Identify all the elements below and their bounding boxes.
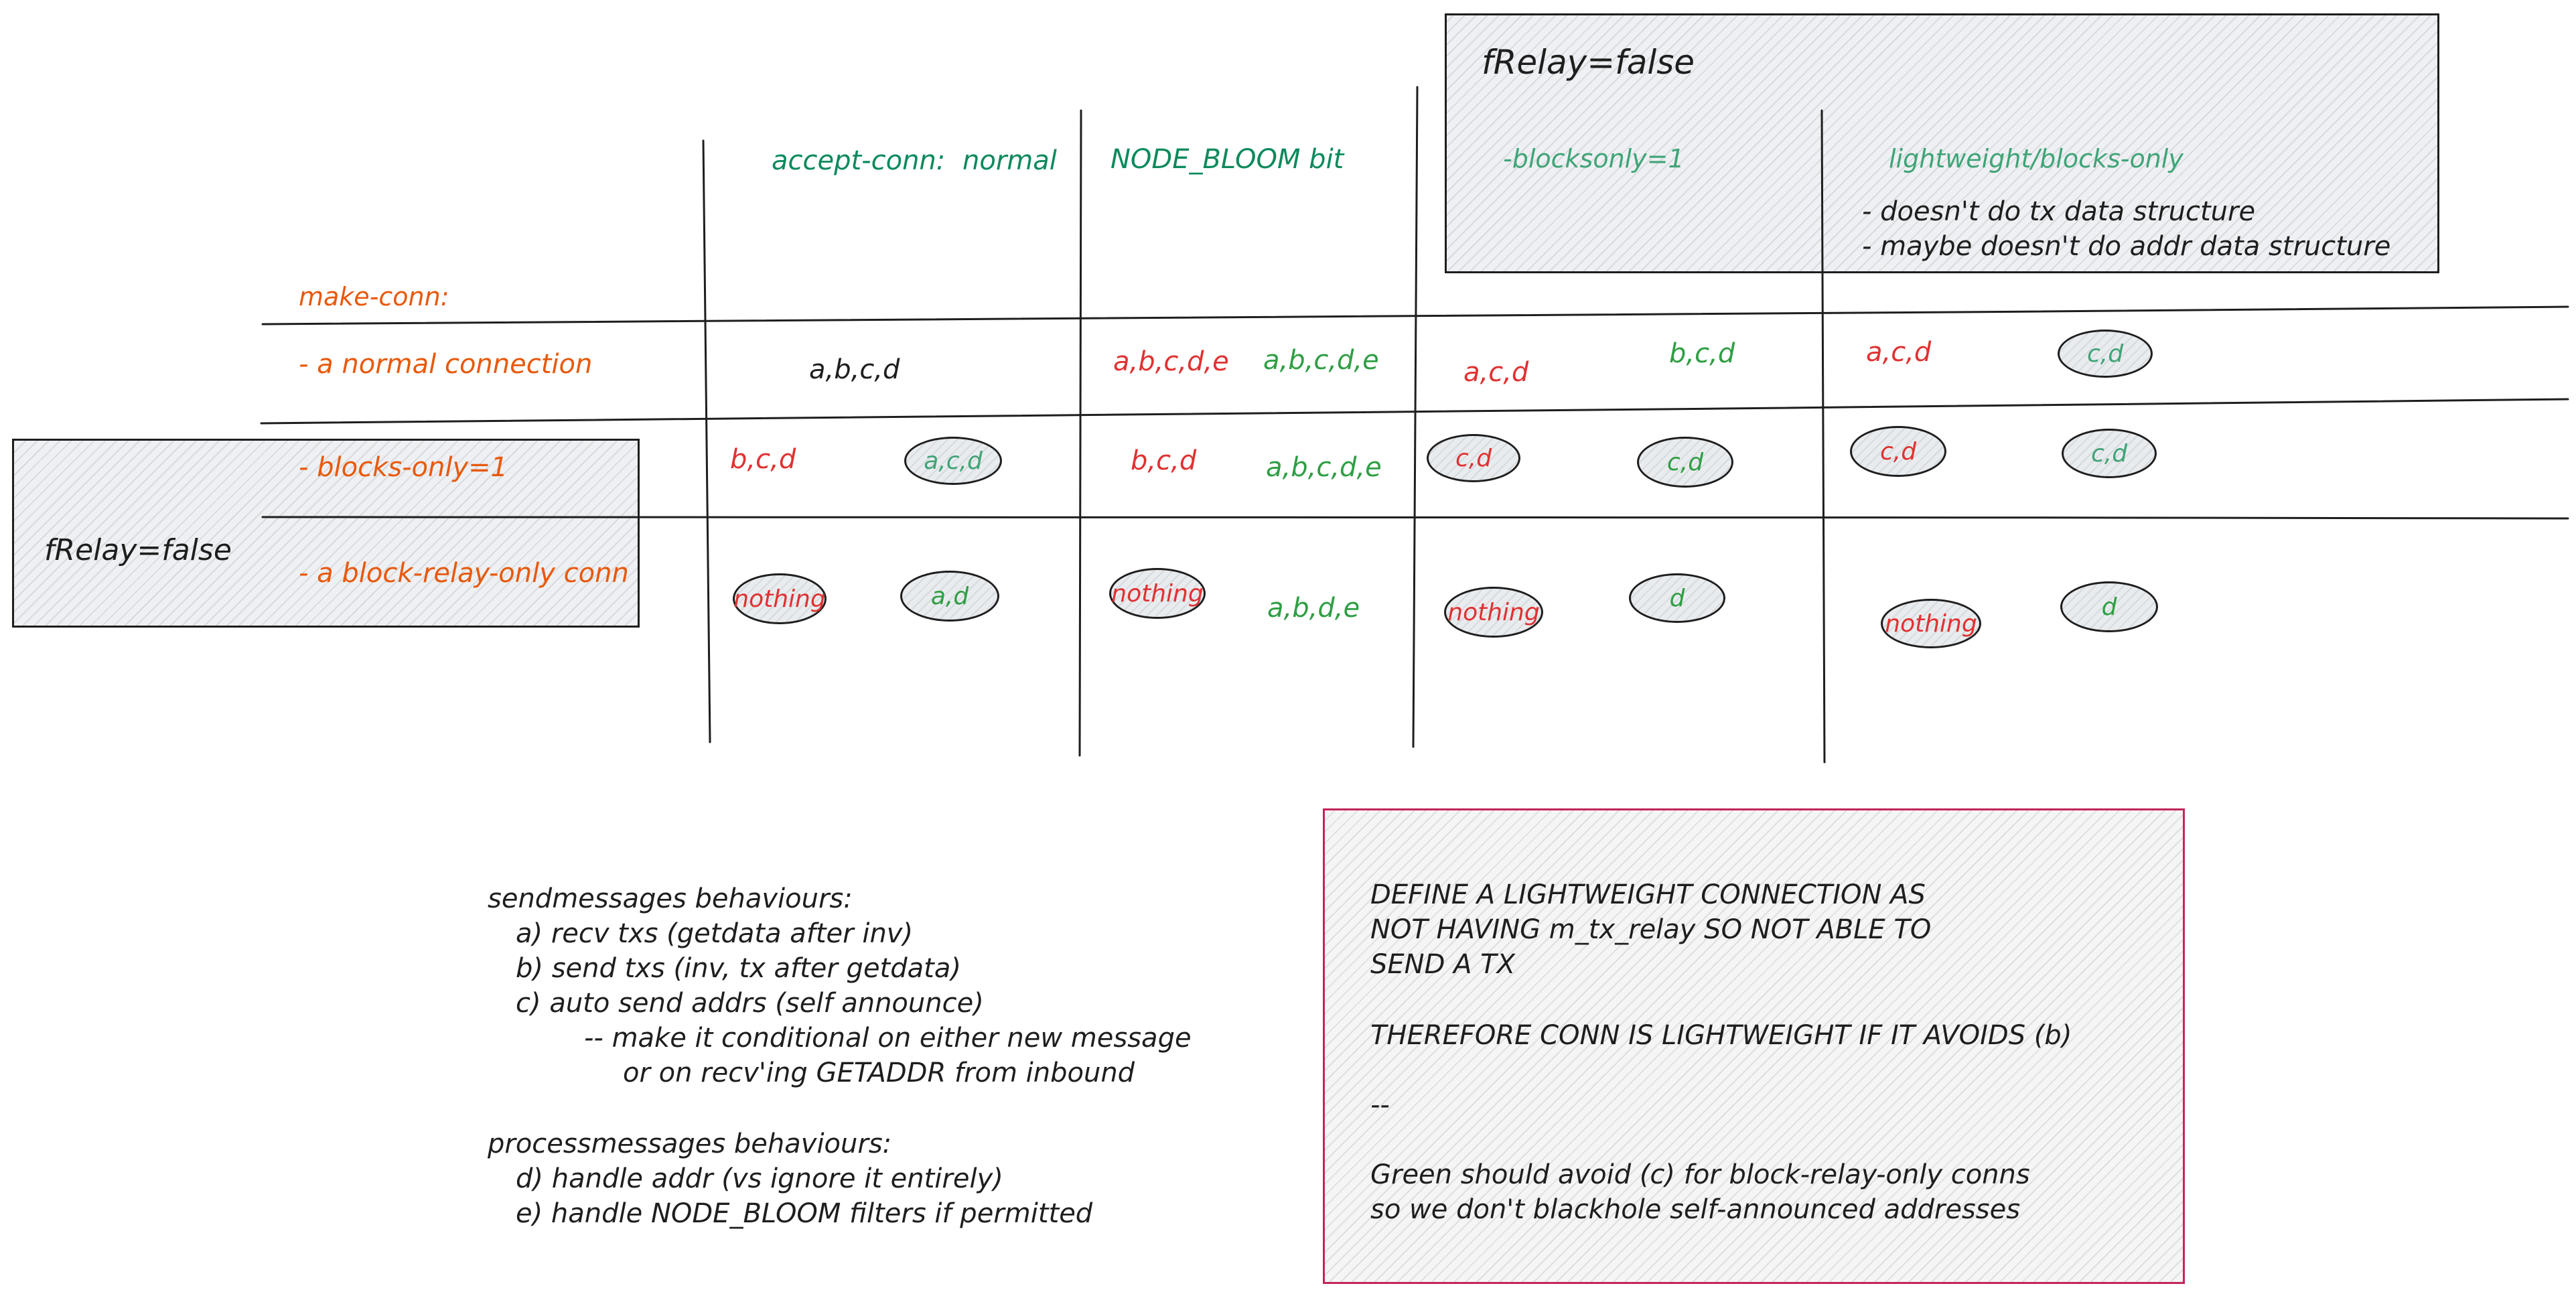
send-behaviours-title: sendmessages behaviours: (488, 883, 853, 914)
col-blocksonly-header: -blocksonly=1 (1503, 144, 1685, 173)
lightweight-bullet-2: - maybe doesn't do addr data structure (1862, 231, 2391, 262)
cell-r1-normal: a,b,c,d (809, 354, 900, 385)
top-panel-title: fRelay=false (1482, 43, 1695, 82)
behaviour-c-note-1: -- make it conditional on either new message (584, 1023, 1192, 1054)
row-blocks-only: - blocks-only=1 (299, 452, 508, 483)
cell-r2-blocksonly-oval-red (1427, 434, 1520, 482)
behaviour-c: c) auto send addrs (self announce) (516, 988, 984, 1019)
cell-r3-lightweight-oval-green (2060, 581, 2158, 632)
v-line-3 (1413, 87, 1417, 747)
cell-r2-lightweight-oval-green (2062, 429, 2157, 478)
definition-line-4: THEREFORE CONN IS LIGHTWEIGHT IF IT AVOIDS (b) (1370, 1020, 2072, 1051)
cell-r3-normal-oval-green (900, 571, 999, 622)
definition-line-5: Green should avoid (c) for block-relay-only conns (1370, 1159, 2030, 1190)
cell-r1-lightweight-red: a,c,d (1866, 337, 1932, 368)
cell-r3-bloom-green: a,b,d,e (1267, 593, 1360, 624)
col-normal-header: normal (962, 145, 1057, 176)
cell-r2-blocksonly-oval-red-text: c,d (1455, 444, 1492, 472)
cell-r2-normal-red: b,c,d (730, 444, 796, 475)
process-behaviours-title: processmessages behaviours: (488, 1129, 892, 1159)
cell-r2-lightweight-oval-red-text: c,d (1879, 437, 1917, 465)
row-normal-connection: - a normal connection (299, 349, 593, 380)
cell-r3-normal-oval-red (733, 573, 827, 624)
cell-r3-normal-oval-red-text: nothing (733, 585, 826, 613)
v-line-1 (703, 141, 710, 742)
definition-separator: -- (1370, 1090, 1390, 1121)
cell-r3-blocksonly-oval-green (1629, 573, 1725, 623)
cell-r3-blocksonly-oval-green-text: d (1669, 584, 1685, 612)
cell-r3-lightweight-oval-red (1881, 599, 1981, 648)
cell-r2-bloom-green: a,b,c,d,e (1266, 452, 1382, 483)
cell-r3-lightweight-oval-green-text: d (2101, 593, 2117, 621)
cell-r2-lightweight-oval-red (1850, 426, 1946, 477)
col-node-bloom-header: NODE_BLOOM bit (1111, 144, 1344, 175)
v-line-2 (1080, 111, 1081, 756)
cell-r3-bloom-oval-red (1109, 568, 1206, 619)
behaviour-a: a) recv txs (getdata after inv) (516, 918, 914, 949)
cell-r1-lightweight-oval-text: c,d (2086, 340, 2124, 368)
definition-line-1: DEFINE A LIGHTWEIGHT CONNECTION AS (1370, 879, 1926, 910)
cell-r1-blocksonly-green: b,c,d (1669, 338, 1735, 369)
cell-r2-bloom-red: b,c,d (1131, 445, 1197, 476)
cell-r1-lightweight-oval (2058, 330, 2153, 378)
cell-r3-normal-oval-green-text: a,d (930, 582, 969, 610)
col-lightweight-header: lightweight/blocks-only (1889, 144, 2184, 173)
behaviour-e: e) handle NODE_BLOOM filters if permitted (516, 1198, 1093, 1229)
v-line-4 (1822, 111, 1824, 762)
lightweight-bullet-1: - doesn't do tx data structure (1862, 196, 2256, 227)
accept-conn-label: accept-conn: (772, 145, 946, 176)
behaviour-d: d) handle addr (vs ignore it entirely) (516, 1163, 1003, 1194)
make-conn-label: make-conn: (299, 282, 449, 311)
cell-r1-blocksonly-red: a,c,d (1463, 357, 1529, 388)
left-panel-title: fRelay=false (44, 533, 232, 567)
definition-line-6: so we don't blackhole self-announced addresses (1370, 1194, 2021, 1225)
cell-r2-lightweight-oval-green-text: c,d (2090, 439, 2128, 468)
cell-r1-bloom-green: a,b,c,d,e (1263, 345, 1379, 376)
definition-line-2: NOT HAVING m_tx_relay SO NOT ABLE TO (1370, 914, 1932, 945)
cell-r2-normal-oval-text: a,c,d (924, 447, 983, 475)
cell-r2-normal-oval (904, 437, 1002, 485)
cell-r3-lightweight-oval-red-text: nothing (1885, 609, 1977, 638)
cell-r3-blocksonly-oval-red (1444, 587, 1543, 638)
cell-r3-blocksonly-oval-red-text: nothing (1447, 598, 1540, 626)
behaviour-b: b) send txs (inv, tx after getdata) (516, 953, 961, 984)
cell-r3-bloom-oval-red-text: nothing (1111, 579, 1204, 607)
cell-r2-blocksonly-oval-green-text: c,d (1666, 448, 1704, 476)
cell-r2-blocksonly-oval-green (1637, 437, 1733, 488)
definition-line-3: SEND A TX (1370, 949, 1516, 980)
row-block-relay-only: - a block-relay-only conn (299, 558, 629, 589)
behaviour-c-note-2: or on recv'ing GETADDR from inbound (623, 1058, 1135, 1088)
cell-r1-bloom-red: a,b,c,d,e (1113, 346, 1229, 377)
